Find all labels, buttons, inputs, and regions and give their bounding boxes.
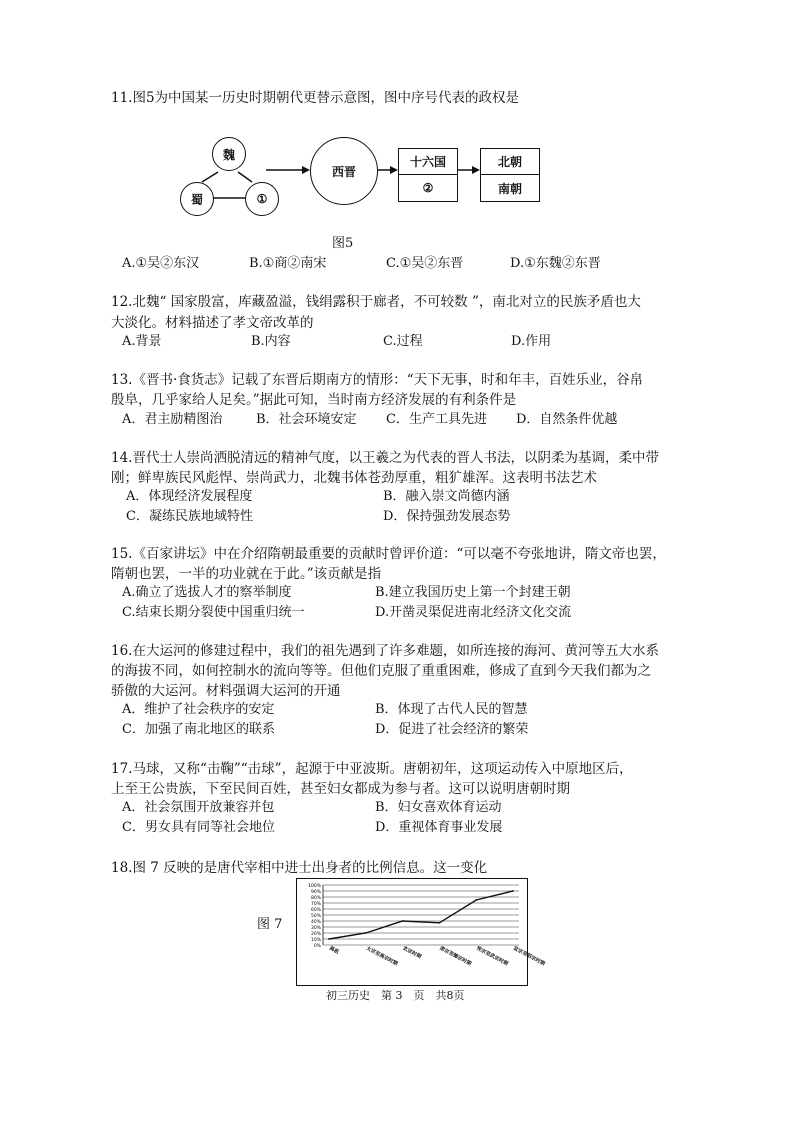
- q14-option-a: A．体现经济发展程度: [126, 489, 253, 504]
- y-tick-label: 20%: [310, 932, 321, 937]
- y-tick-label: 30%: [310, 926, 321, 931]
- fig7-label: 图 7: [257, 917, 283, 932]
- x-category-label: 宪宗至武宗时期: [475, 945, 509, 968]
- q16-option-a: A．维护了社会秩序的安定: [122, 702, 275, 717]
- y-tick-label: 40%: [310, 920, 321, 925]
- x-category-label: 玄宗时期: [401, 945, 423, 961]
- data-point: [365, 932, 367, 934]
- data-point: [402, 920, 404, 922]
- q15-option-d: D.开凿灵渠促进南北经济文化交流: [375, 605, 572, 620]
- data-point: [328, 938, 330, 940]
- shu-node: 蜀: [180, 182, 214, 216]
- q14-option-c: C．凝练民族地域特性: [126, 509, 253, 524]
- q11-stem: 11.图5为中国某一历史时期朝代更替示意图，图中序号代表的政权是: [111, 90, 520, 106]
- q14-option-b: B．融入崇文尚德内涵: [383, 489, 510, 504]
- q13-option-d: D．自然条件优越: [516, 412, 618, 427]
- q11-option-d: D.①东魏②东晋: [510, 256, 601, 271]
- y-tick-label: 80%: [310, 896, 321, 901]
- q12-option-c: C.过程: [383, 334, 423, 349]
- sixteen-kingdoms-label: 十六国: [399, 149, 457, 175]
- y-tick-label: 70%: [310, 902, 321, 907]
- q11-option-a: A.①吴②东汉: [122, 256, 200, 271]
- q12-stem-2: 大淡化。材料描述了孝文帝改革的: [111, 315, 314, 331]
- wu-node: ①: [245, 182, 279, 216]
- q17-stem-1: 17.马球，又称“击鞠”“击球”，起源于中亚波斯。唐朝初年，这项运动传入中原地区后，: [111, 761, 633, 777]
- q15-stem-2: 隋朝也罢，一半的功业就在于此。”该贡献是指: [111, 566, 382, 582]
- q13-stem-1: 13.《晋书·食货志》记载了东晋后期南方的情形：“天下无事，时和年丰，百姓乐业，谷帛: [111, 372, 644, 388]
- y-tick-label: 50%: [310, 914, 321, 919]
- fig7-chart-frame: [296, 878, 546, 986]
- x-category-label: 肃宗至德宗时期: [438, 945, 473, 968]
- q12-option-b: B.内容: [251, 334, 291, 349]
- q13-option-b: B．社会环境安定: [256, 412, 357, 427]
- q15-option-b: B.建立我国历史上第一个封建王朝: [375, 585, 571, 600]
- q12-option-a: A.背景: [122, 334, 162, 349]
- xijin-node: 西晋: [310, 137, 378, 205]
- mark-2: ②: [422, 181, 434, 195]
- data-point: [475, 899, 477, 901]
- q13-option-c: C．生产工具先进: [386, 412, 487, 427]
- q17-option-a: A．社会氛围开放兼容并包: [122, 800, 275, 815]
- q12-option-d: D.作用: [511, 334, 552, 349]
- q17-option-c: C．男女具有同等社会地位: [122, 820, 275, 835]
- q16-stem-3: 骄傲的大运河。材料强调大运河的开通: [111, 683, 341, 699]
- x-category-label: 高祖: [328, 945, 340, 956]
- y-tick-label: 0%: [313, 944, 321, 949]
- q14-stem-2: 刚；鲜卑族民风彪悍、崇尚武力，北魏书体苍劲厚重，粗犷雄浑。这表明书法艺术: [111, 470, 597, 486]
- q12-stem-1: 12.北魏“ 国家殷富，库藏盈溢，钱绢露积于廊者，不可较数 ”，南北对立的民族矛盾也大: [111, 294, 641, 310]
- q17-stem-2: 上至王公贵族，下至民间百姓，甚至妇女都成为参与者。这可以说明唐朝时期: [111, 781, 570, 797]
- q16-option-d: D．促进了社会经济的繁荣: [375, 722, 529, 737]
- q17-option-d: D．重视体育事业发展: [375, 820, 503, 835]
- fig7-line-chart: [297, 879, 546, 985]
- sixteen-box: [398, 148, 458, 202]
- y-tick-label: 60%: [310, 908, 321, 913]
- q16-stem-1: 16.在大运河的修建过程中，我们的祖先遇到了许多难题，如所连接的海河、黄河等五大水系: [111, 643, 659, 659]
- q18-stem: 18.图 7 反映的是唐代宰相中进士出身者的比例信息。这一变化: [111, 860, 488, 876]
- nanchao-label: 南朝: [497, 181, 522, 196]
- beichao-label: 北朝: [481, 149, 539, 175]
- fig5-caption: 图5: [332, 236, 354, 251]
- north-south-box: [480, 148, 540, 202]
- q15-option-c: C.结束长期分裂使中国重归统一: [122, 605, 305, 620]
- wei-node: 魏: [212, 137, 246, 171]
- q13-stem-2: 殷阜，几乎家给人足矣。”据此可知，当时南方经济发展的有利条件是: [111, 392, 517, 408]
- q14-option-d: D．保持强劲发展态势: [383, 509, 511, 524]
- q15-stem-1: 15.《百家讲坛》中在介绍隋朝最重要的贡献时曾评价道：“可以毫不夸张地讲，隋文帝也罢，: [111, 546, 666, 562]
- y-tick-label: 90%: [310, 890, 321, 895]
- q11-option-c: C.①吴②东晋: [386, 256, 464, 271]
- x-category-label: 太宗至高宗时期: [364, 945, 399, 968]
- y-tick-label: 10%: [310, 938, 321, 943]
- q13-option-a: A．君主励精图治: [122, 412, 223, 427]
- q17-option-b: B．妇女喜欢体育运动: [375, 800, 502, 815]
- page-footer: 初三历史 第 3 页 共8页: [326, 989, 465, 1002]
- q15-option-a: A.确立了选拔人才的察举制度: [122, 585, 292, 600]
- q16-stem-2: 的海拔不同，如何控制水的流向等等。但他们克服了重重困难，修成了直到今天我们都为之: [111, 663, 651, 679]
- x-category-label: 宣宗至昭宗时期: [512, 945, 546, 968]
- q11-option-b: B.①商②南宋: [249, 256, 327, 271]
- q14-stem-1: 14.晋代士人崇尚洒脱清远的精神气度，以王羲之为代表的晋人书法，以阴柔为基调，柔中带: [111, 450, 659, 466]
- q16-option-c: C．加强了南北地区的联系: [122, 722, 275, 737]
- data-point: [512, 890, 514, 892]
- data-point: [439, 922, 441, 924]
- q16-option-b: B．体现了古代人民的智慧: [375, 702, 528, 717]
- y-tick-label: 100%: [308, 884, 321, 889]
